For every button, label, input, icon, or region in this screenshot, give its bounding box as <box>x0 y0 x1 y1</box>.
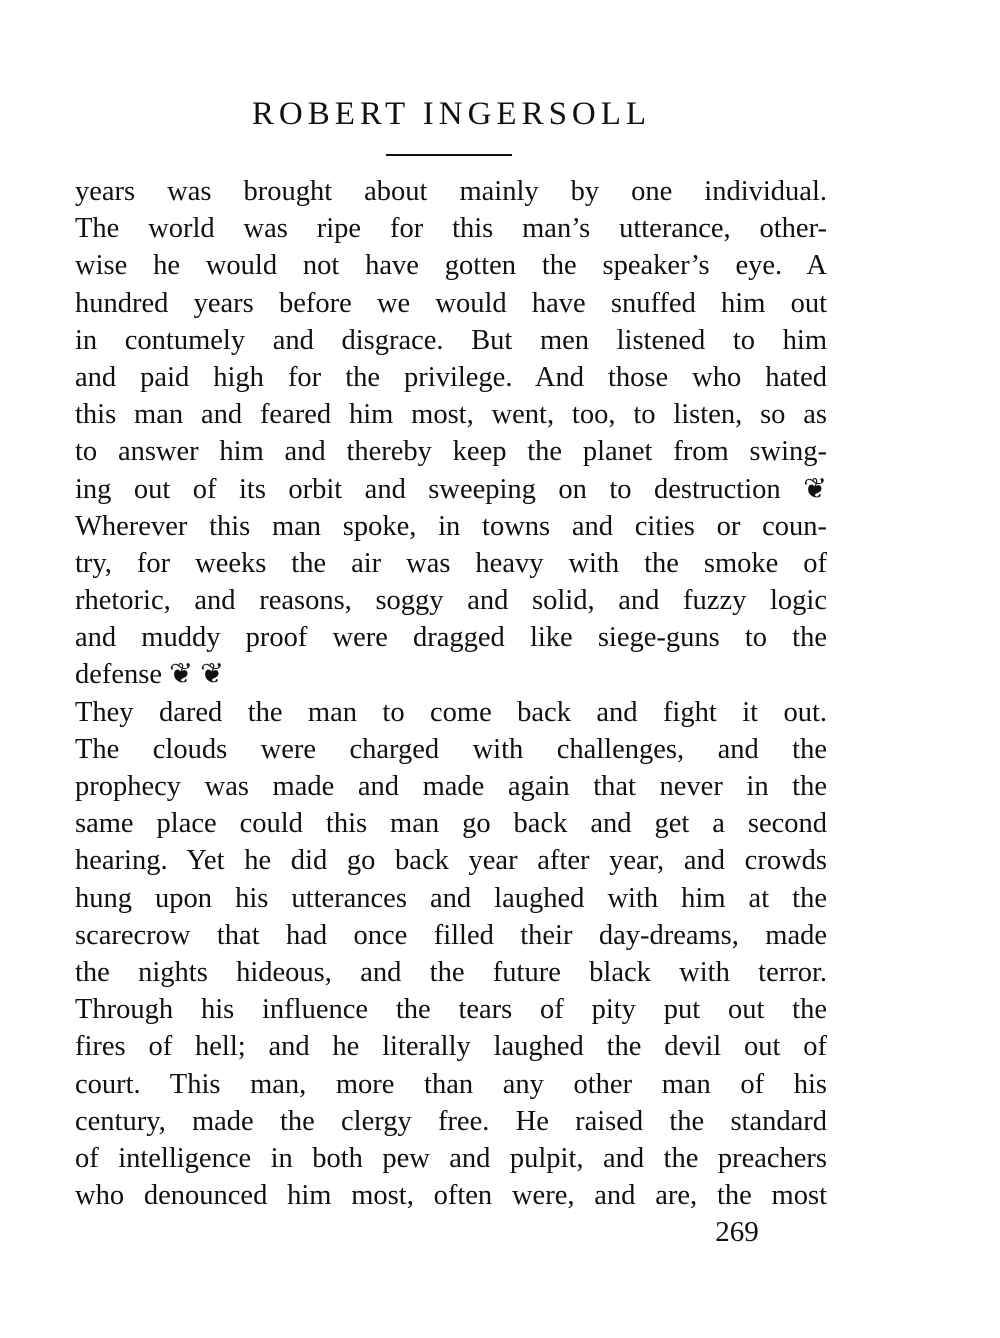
text-line: try, for weeks the air was heavy with the smoke of <box>75 547 827 579</box>
body-text <box>75 173 827 1214</box>
text-line: hundred years before we would have snuffed him out <box>75 287 827 319</box>
text-line: hung upon his utterances and laughed with him at the <box>75 882 827 914</box>
text-line: hearing. Yet he did go back year after year, and crowds <box>75 845 827 877</box>
text-line: of intelligence in both pew and pulpit, and the preachers <box>75 1142 827 1174</box>
text-line: century, made the clergy free. He raised the standard <box>75 1105 827 1137</box>
header-rule <box>386 154 512 156</box>
page-number: 269 <box>715 1216 759 1248</box>
text-line: The world was ripe for this man’s utterance, other- <box>75 213 827 245</box>
text-line: court. This man, more than any other man of his <box>75 1068 827 1100</box>
text-line: They dared the man to come back and fight it out. <box>75 696 827 728</box>
text-line: to answer him and thereby keep the planet from swing- <box>75 436 827 468</box>
text-line: same place could this man go back and get a second <box>75 808 827 840</box>
text-line: defense ❦ ❦ <box>75 659 225 691</box>
text-line: fires of hell; and he literally laughed the devil out of <box>75 1031 827 1063</box>
text-line: in contumely and disgrace. But men listened to him <box>75 324 827 356</box>
text-line: rhetoric, and reasons, soggy and solid, and fuzzy logic <box>75 585 827 617</box>
text-line: scarecrow that had once filled their day-dreams, made <box>75 919 827 951</box>
text-line: and muddy proof were dragged like siege-guns to the <box>75 622 827 654</box>
text-line: wise he would not have gotten the speaker’s eye. A <box>75 250 827 282</box>
text-line: Through his influence the tears of pity put out the <box>75 994 827 1026</box>
text-line: and paid high for the privilege. And those who hated <box>75 361 827 393</box>
text-line: the nights hideous, and the future black with terror. <box>75 956 827 988</box>
running-head: ROBERT INGERSOLL <box>251 96 652 132</box>
text-line: years was brought about mainly by one individual. <box>75 176 827 207</box>
text-line: The clouds were charged with challenges, and the <box>75 733 827 765</box>
text-line: who denounced him most, often were, and are, the most <box>75 1180 827 1212</box>
text-line: Wherever this man spoke, in towns and cities or coun- <box>75 510 827 542</box>
text-line: ing out of its orbit and sweeping on to destruction ❦ <box>75 473 827 505</box>
text-line: this man and feared him most, went, too, to listen, so as <box>75 399 827 431</box>
text-line: prophecy was made and made again that never in the <box>75 771 827 802</box>
